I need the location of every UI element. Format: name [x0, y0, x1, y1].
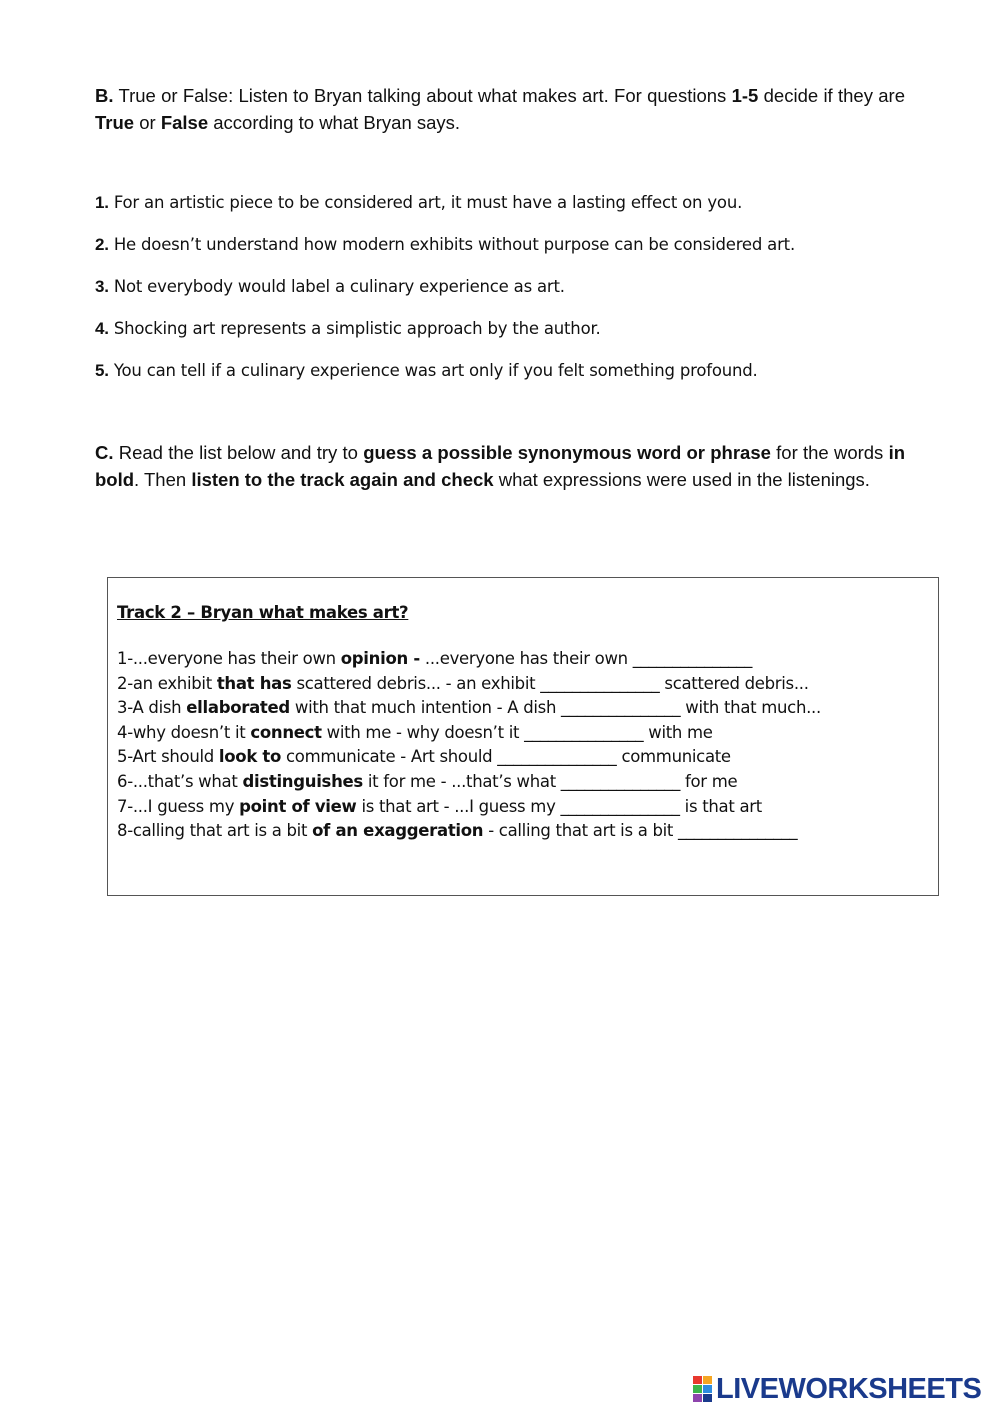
section-c-letter: C.: [95, 442, 114, 463]
question-text: He doesn’t understand how modern exhibits without purpose can be considered art.: [108, 235, 795, 254]
exercise-line: 5-Art should look to communicate - Art should _______________ communicate: [117, 747, 731, 767]
question-item: [95, 232, 915, 274]
bold-expression: look to: [218, 747, 282, 767]
question-number: 3.: [95, 277, 109, 296]
bold-expression: opinion -: [340, 649, 420, 668]
bold-expression: that has: [216, 673, 292, 693]
bold-expression: connect: [250, 722, 322, 742]
exercise-line: 2-an exhibit that has scattered debris... - an exhibit _______________ scattered debris...: [117, 673, 809, 693]
question-number: 4.: [95, 319, 109, 338]
liveworksheets-logo[interactable]: [693, 1373, 981, 1405]
question-item: [95, 190, 915, 232]
exercise-line: 4-why doesn’t it connect with me - why doesn’t it _______________ with me: [117, 722, 713, 742]
bold-expression: ellaborated: [186, 698, 290, 718]
exercise-line: 1-...everyone has their own opinion - ...everyone has their own _______________: [117, 649, 753, 668]
question-text: For an artistic piece to be considered art, it must have a lasting effect on you.: [108, 193, 743, 212]
question-number: 1.: [95, 193, 109, 212]
exercise-line: 6-...that’s what distinguishes it for me - ...that’s what _______________ for me: [117, 771, 738, 791]
true-false-question-list: [95, 190, 915, 400]
track-title: Track 2 – Bryan what makes art?: [117, 603, 409, 622]
question-text: Not everybody would label a culinary experience as art.: [108, 277, 565, 296]
section-c-instructions: C. Read the list below and try to guess a possible synonymous word or phrase for the words in bold. Then listen to the track again and check what expressions were used in the listenings.: [95, 442, 906, 490]
question-number: 5.: [95, 361, 109, 380]
question-item: [95, 358, 915, 400]
question-text: Shocking art represents a simplistic approach by the author.: [108, 319, 601, 338]
liveworksheets-logo-icon: [693, 1376, 713, 1402]
logo-text: LIVEWORKSHEETS: [716, 1373, 982, 1405]
question-number: 2.: [95, 235, 109, 254]
exercise-line: 3-A dish ellaborated with that much intention - A dish _______________ with that much...: [117, 698, 821, 718]
question-item: [95, 316, 915, 358]
bold-expression: distinguishes: [242, 771, 363, 791]
bold-expression: of an exaggeration: [312, 821, 484, 841]
bold-expression: point of view: [239, 796, 357, 816]
track-exercise-box: [107, 577, 939, 896]
question-text: You can tell if a culinary experience was art only if you felt something profound.: [108, 361, 758, 380]
exercise-line: 7-...I guess my point of view is that art - ...I guess my _______________ is that art: [117, 796, 762, 816]
exercise-line: 8-calling that art is a bit of an exaggeration - calling that art is a bit _______________: [117, 821, 798, 841]
section-b-letter: B.: [95, 85, 114, 106]
section-b-instructions: B. True or False: Listen to Bryan talking about what makes art. For questions 1-5 decide if they are True or False according to what Bryan says.: [95, 85, 905, 133]
question-item: [95, 274, 915, 316]
